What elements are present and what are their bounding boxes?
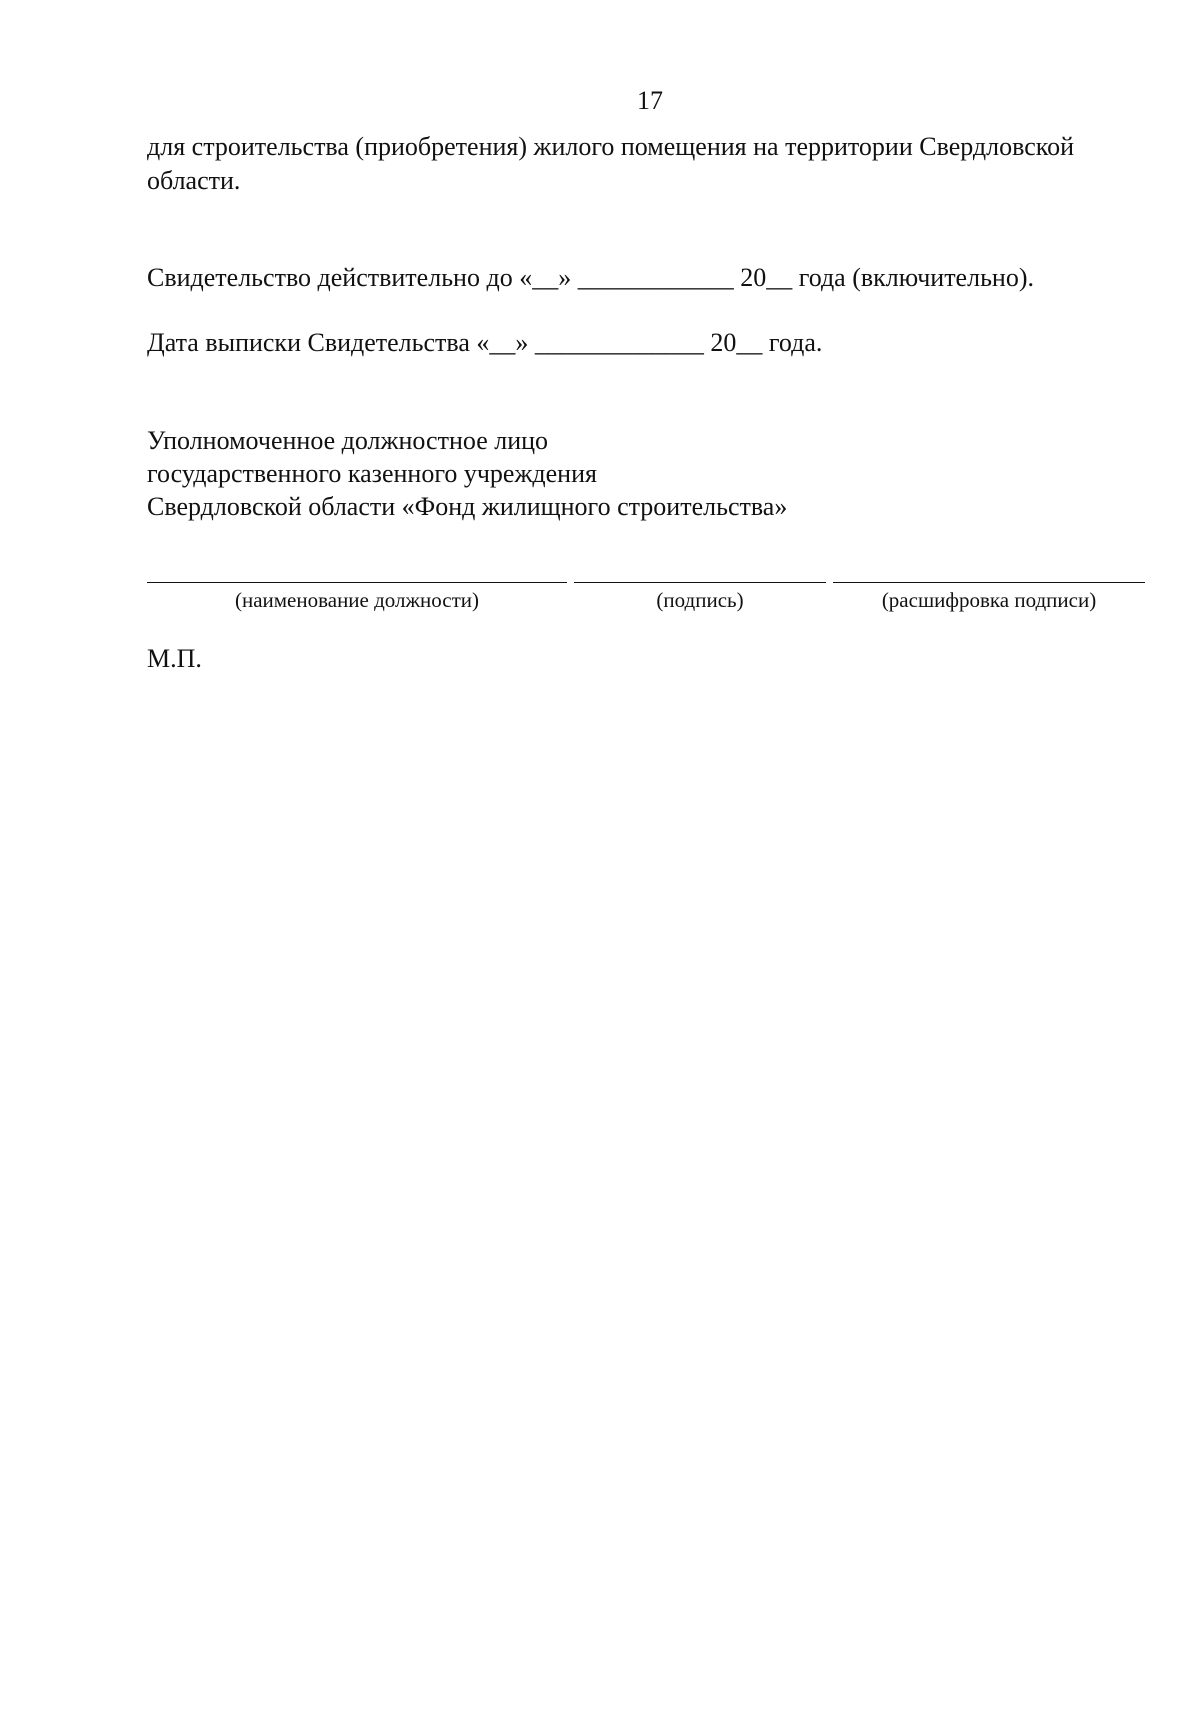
signature-caption: (подпись) <box>656 588 744 612</box>
decoding-blank-line <box>833 582 1145 583</box>
decoding-caption: (расшифровка подписи) <box>881 588 1097 612</box>
official-title-line-2: государственного казенного учреждения <box>147 459 597 488</box>
position-caption: (наименование должности) <box>234 588 480 612</box>
position-blank-line <box>147 582 567 583</box>
official-title-line-1: Уполномоченное должностное лицо <box>147 426 549 455</box>
official-title-line-3: Свердловской области «Фонд жилищного строительства» <box>147 492 788 521</box>
body-line-1: для строительства (приобретения) жилого помещения на территории Свердловской <box>147 132 1075 161</box>
issue-date-line: Дата выписки Свидетельства «__» _____________ 20__ года. <box>147 328 823 357</box>
page-number: 17 <box>637 86 663 115</box>
valid-until-line: Свидетельство действительно до «__» ____________ 20__ года (включительно). <box>147 263 1034 292</box>
signature-blank-line <box>574 582 826 583</box>
body-line-2: области. <box>147 166 241 195</box>
stamp-label: М.П. <box>147 644 202 673</box>
